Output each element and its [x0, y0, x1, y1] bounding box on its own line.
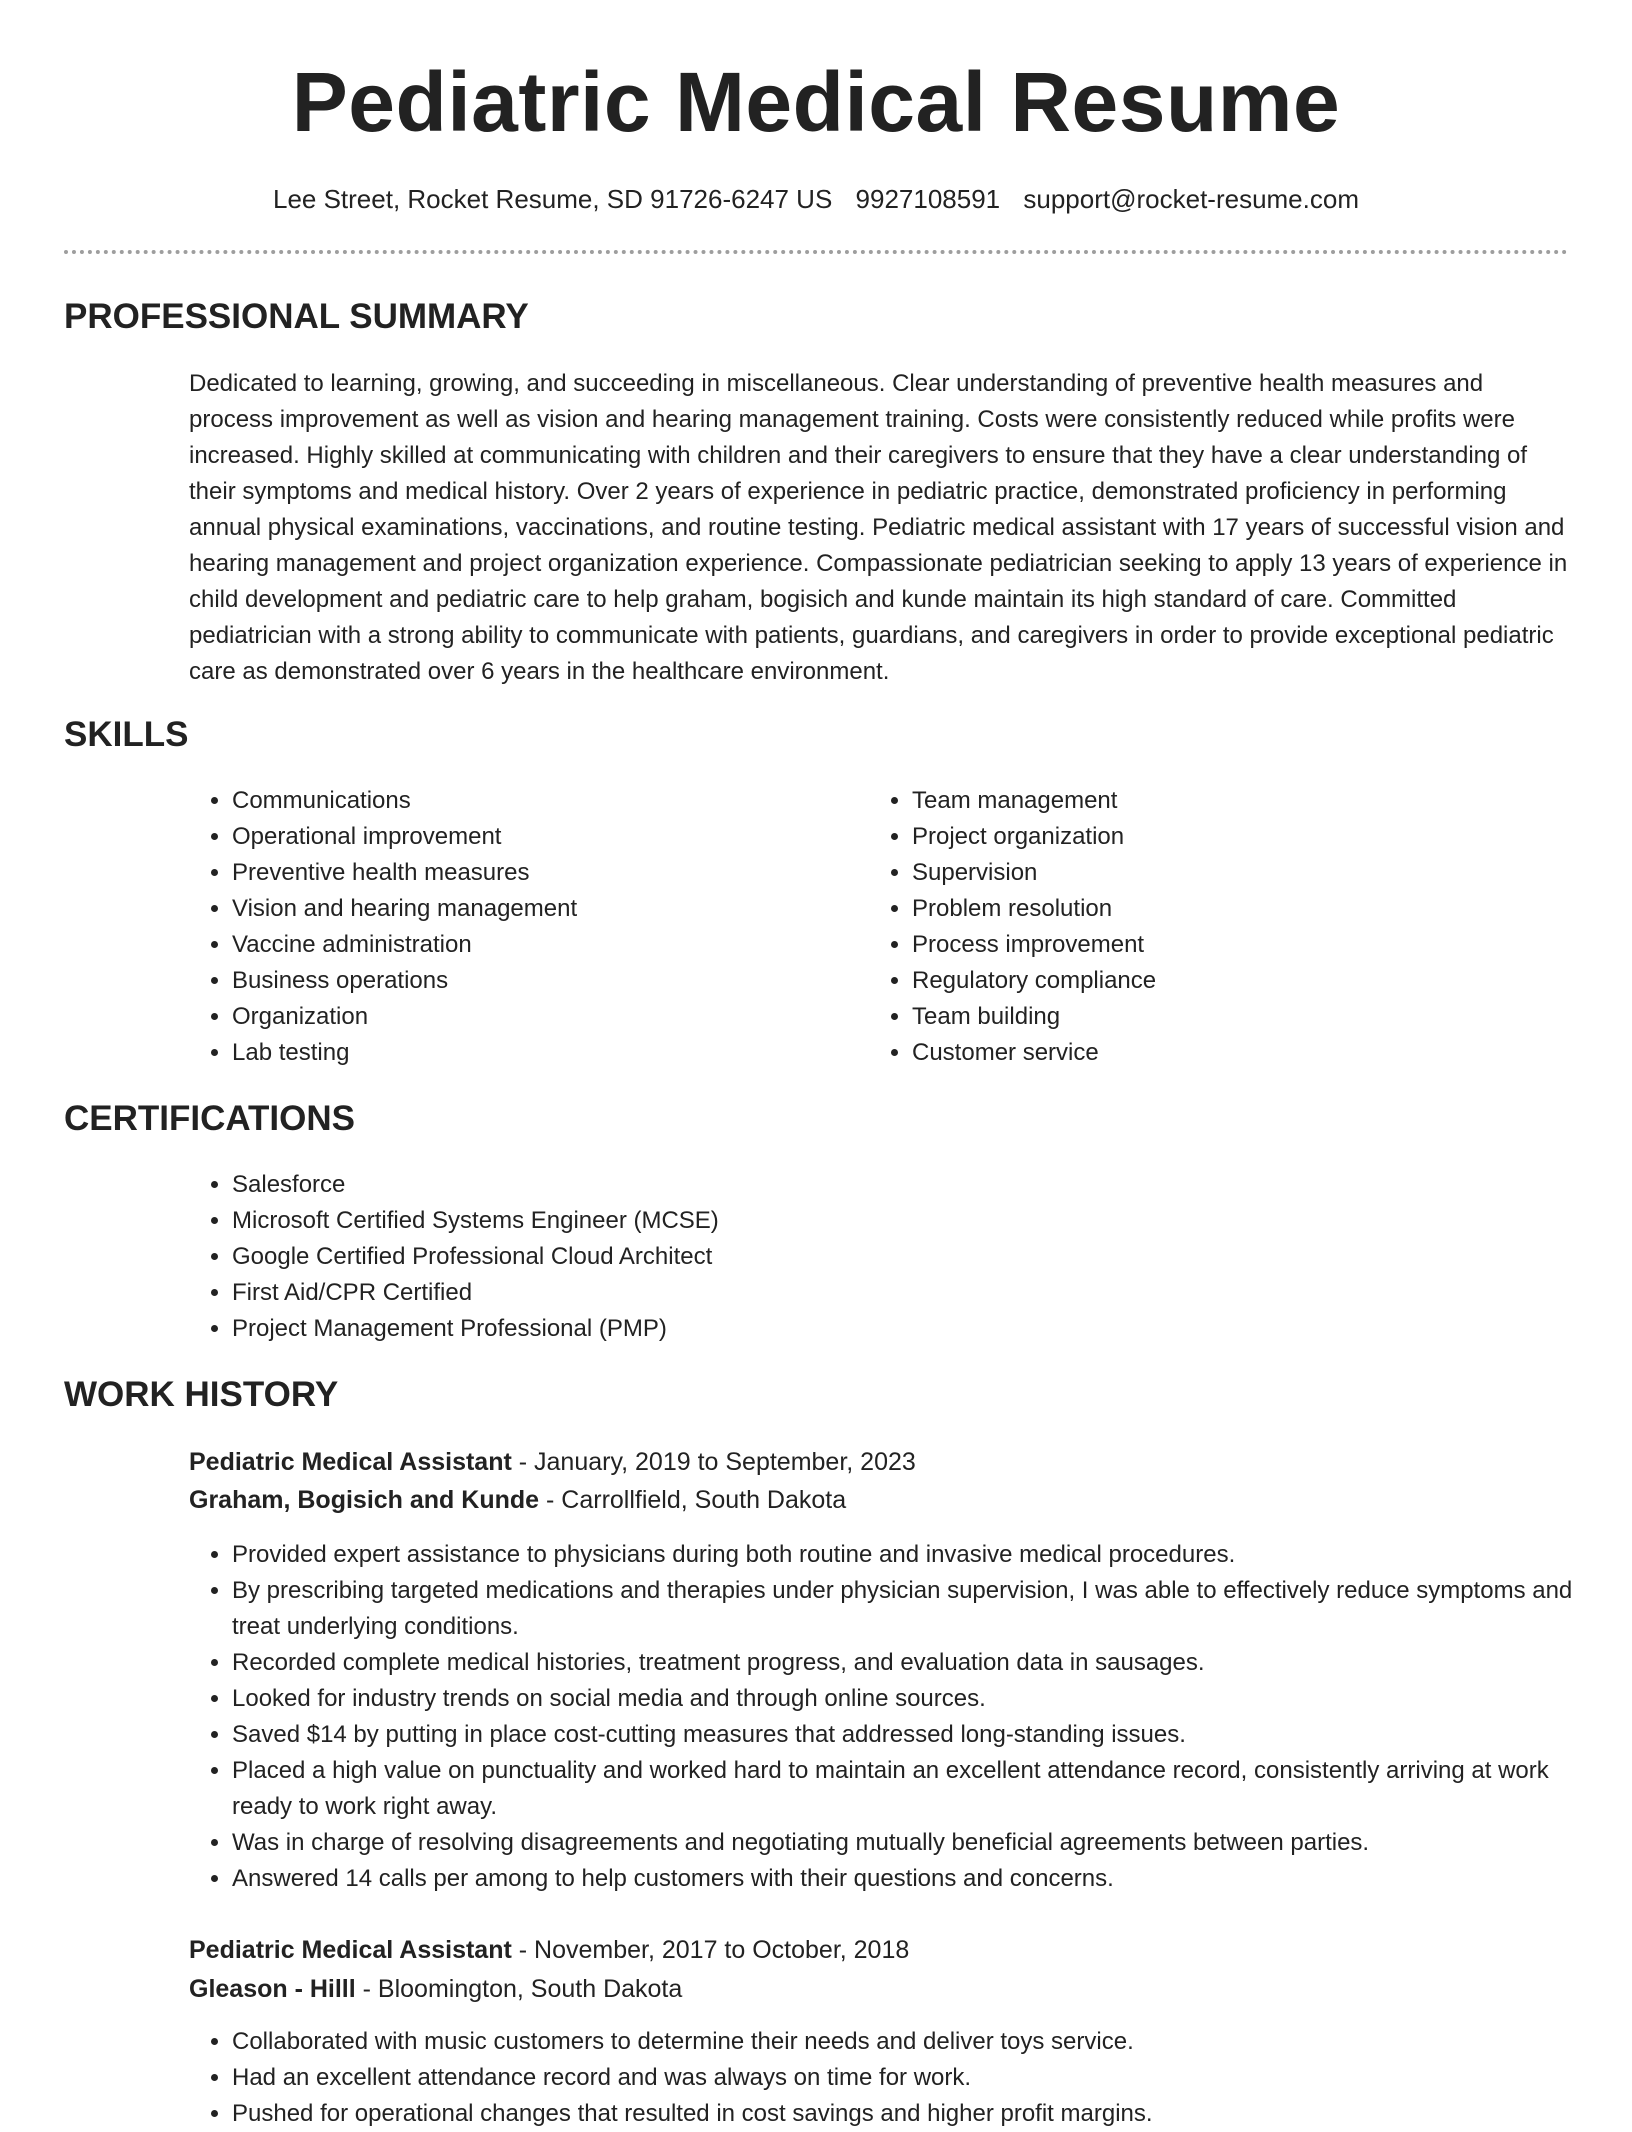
skills-heading: SKILLS [64, 715, 189, 754]
skill-item: • Regulatory compliance [912, 963, 1552, 999]
skill-item: • Team management [912, 783, 1552, 819]
job-company: Gleason - Hilll [189, 1975, 356, 2003]
skill-item: • Vision and hearing management [232, 891, 872, 927]
job-duty: • Recorded complete medical histories, treatment progress, and evaluation data in sausages. [232, 1645, 1612, 1681]
skill-item: • Preventive health measures [232, 855, 872, 891]
job-duty: • Pushed for operational changes that resulted in cost savings and higher profit margins. [232, 2096, 1612, 2132]
skill-item: • Business operations [232, 963, 872, 999]
job-location: - Carrollfield, South Dakota [539, 1486, 847, 1514]
job-role: Pediatric Medical Assistant [189, 1936, 512, 1964]
skill-item: • Lab testing [232, 1035, 872, 1071]
contact-phone: 9927108591 [855, 184, 1001, 214]
work-history-heading: WORK HISTORY [64, 1375, 339, 1414]
job-company-line [189, 1481, 1569, 1519]
job-duty: • Was in charge of resolving disagreements and negotiating mutually beneficial agreements between parties. [232, 1825, 1612, 1861]
job-duty: • Looked for industry trends on social media and through online sources. [232, 1681, 1612, 1717]
contact-email: support@rocket-resume.com [1023, 184, 1359, 214]
job-dates: - November, 2017 to October, 2018 [511, 1936, 910, 1964]
contact-line [0, 181, 1632, 217]
job-duty: • Placed a high value on punctuality and worked hard to maintain an excellent attendance record, consistently arriving at work ready to work right away. [232, 1753, 1612, 1825]
certifications-list [189, 1167, 1612, 1347]
skill-item: • Problem resolution [912, 891, 1552, 927]
job-duty: • Had an excellent attendance record and was always on time for work. [232, 2060, 1612, 2096]
header-divider [64, 250, 1568, 254]
certification-item: • First Aid/CPR Certified [232, 1275, 1612, 1311]
contact-address: Lee Street, Rocket Resume, SD 91726-6247 US [272, 184, 833, 214]
summary-text: Dedicated to learning, growing, and succeeding in miscellaneous. Clear understanding of preventive health measures and process improvement as well as vision and hearing management training. Costs were consistently reduced while profits were increased. Highly skilled at communicating with children and their caregivers to ensure that they have a clear understanding of their symptoms and medical history. Over 2 years of experience in pediatric practice, demonstrated proficiency in performing annual physical examinations, vaccinations, and routine testing. Pediatric medical assistant with 17 years of successful vision and hearing management and project organization experience. Compassionate pediatrician seeking to apply 13 years of experience in child development and pediatric care to help graham, bogisich and kunde maintain its high standard of care. Committed pediatrician with a strong ability to communicate with patients, guardians, and caregivers in order to provide exceptional pediatric care as demonstrated over 6 years in the healthcare environment. [189, 370, 1568, 685]
certifications-heading: CERTIFICATIONS [64, 1099, 356, 1138]
job-duty: • Collaborated with music customers to determine their needs and deliver toys service. [232, 2024, 1612, 2060]
skill-item: • Process improvement [912, 927, 1552, 963]
job-role: Pediatric Medical Assistant [189, 1448, 512, 1476]
job-duty: • Provided expert assistance to physicians during both routine and invasive medical procedures. [232, 1537, 1612, 1573]
certification-item: • Google Certified Professional Cloud Architect [232, 1239, 1612, 1275]
certification-item: • Microsoft Certified Systems Engineer (MCSE) [232, 1203, 1612, 1239]
certification-item: • Salesforce [232, 1167, 1612, 1203]
job-duty: • By prescribing targeted medications and therapies under physician supervision, I was able to effectively reduce symptoms and treat underlying conditions. [232, 1573, 1612, 1645]
skill-item: • Vaccine administration [232, 927, 872, 963]
skill-item: • Communications [232, 783, 872, 819]
skills-list-right [869, 783, 1552, 1071]
skill-item: • Team building [912, 999, 1552, 1035]
skill-item: • Supervision [912, 855, 1552, 891]
skills-list-left [189, 783, 872, 1071]
job-duties-list [189, 2024, 1612, 2132]
job-duties-list [189, 1537, 1612, 1897]
resume-title: Pediatric Medical Resume [291, 55, 1341, 149]
certification-item: • Project Management Professional (PMP) [232, 1311, 1612, 1347]
job-location: - Bloomington, South Dakota [355, 1975, 683, 2003]
job-dates: - January, 2019 to September, 2023 [511, 1448, 916, 1476]
skill-item: • Project organization [912, 819, 1552, 855]
job-duty: • Saved $14 by putting in place cost-cutting measures that addressed long-standing issues. [232, 1717, 1612, 1753]
skill-item: • Organization [232, 999, 872, 1035]
job-title-line [189, 1931, 1569, 1969]
job-title-line [189, 1443, 1569, 1481]
job-company-line [189, 1970, 1569, 2008]
summary-heading: PROFESSIONAL SUMMARY [64, 297, 529, 336]
job-company: Graham, Bogisich and Kunde [189, 1486, 540, 1514]
skill-item: • Customer service [912, 1035, 1552, 1071]
skill-item: • Operational improvement [232, 819, 872, 855]
job-duty: • Answered 14 calls per among to help customers with their questions and concerns. [232, 1861, 1612, 1897]
